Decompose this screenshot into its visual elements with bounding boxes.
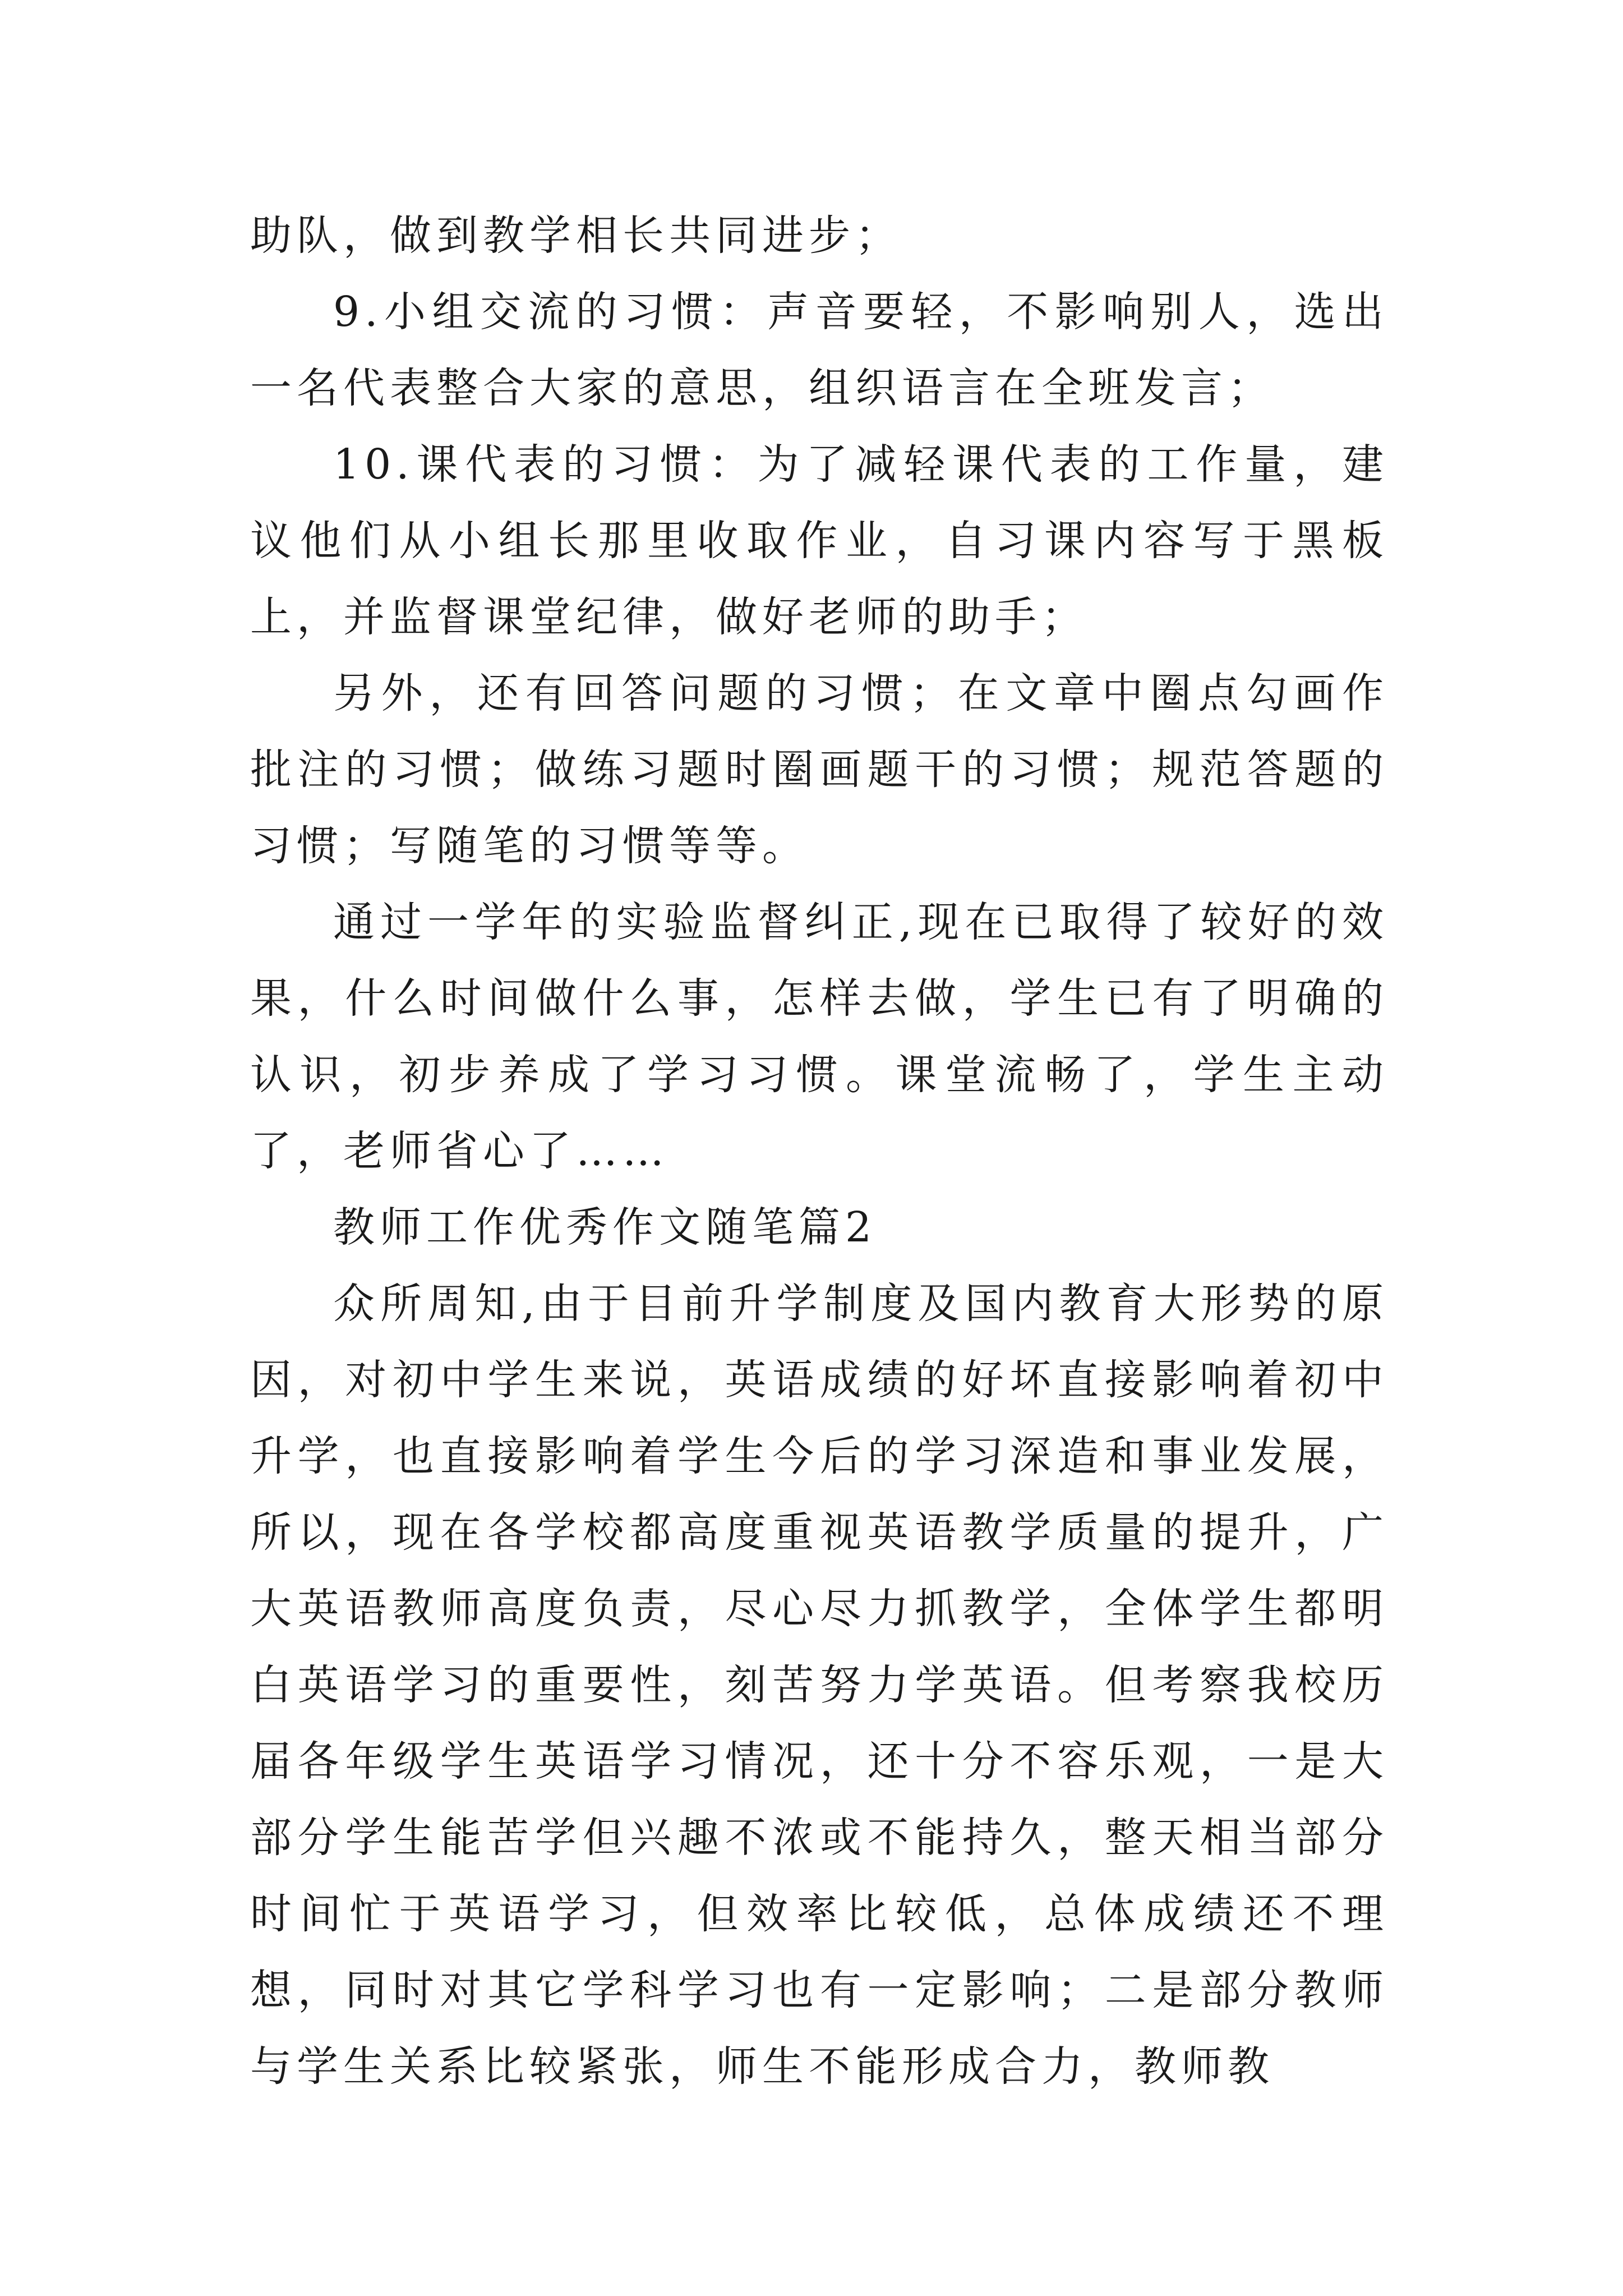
document-body bbox=[250, 197, 1389, 2105]
paragraph-item-9: 9.小组交流的习惯：声音要轻，不影响别人，选出一名代表整合大家的意思，组织语言在全班发言； bbox=[250, 288, 1389, 412]
paragraph-item-10: 10.课代表的习惯：为了减轻课代表的工作量，建议他们从小组长那里收取作业，自习课内容写于黑板上，并监督课堂纪律，做好老师的助手； bbox=[250, 440, 1389, 641]
paragraph-continuation: 助队，做到教学相长共同进步； bbox=[250, 211, 902, 260]
section-heading: 教师工作优秀作文随笔篇2 bbox=[333, 1203, 877, 1251]
paragraph-section2-body: 众所周知,由于目前升学制度及国内教育大形势的原因，对初中学生来说，英语成绩的好坏直接影响着初中升学，也直接影响着学生今后的学习深造和事业发展，所以，现在各学校都高度重视英语教学质量的提升，广大英语教师高度负责，尽心尽力抓教学，全体学生都明白英语学习的重要性，刻苦努力学英语。但考察我校历届各年级学生英语学习情况，还十分不容乐观，一是大部分学生能苦学但兴趣不浓或不能持久，整天相当部分时间忙于英语学习，但效率比较低，总体成绩还不理想，同时对其它学科学习也有一定影响；二是部分教师与学生关系比较紧张，师生不能形成合力，教师教 bbox=[250, 1280, 1389, 2091]
paragraph-summary: 通过一学年的实验监督纠正,现在已取得了较好的效果，什么时间做什么事，怎样去做，学生已有了明确的认识，初步养成了学习习惯。课堂流畅了，学生主动了，老师省心了…… bbox=[250, 898, 1389, 1175]
paragraph-other-habits: 另外，还有回答问题的习惯；在文章中圈点勾画作批注的习惯；做练习题时圈画题干的习惯；规范答题的习惯；写随笔的习惯等等。 bbox=[250, 669, 1389, 870]
